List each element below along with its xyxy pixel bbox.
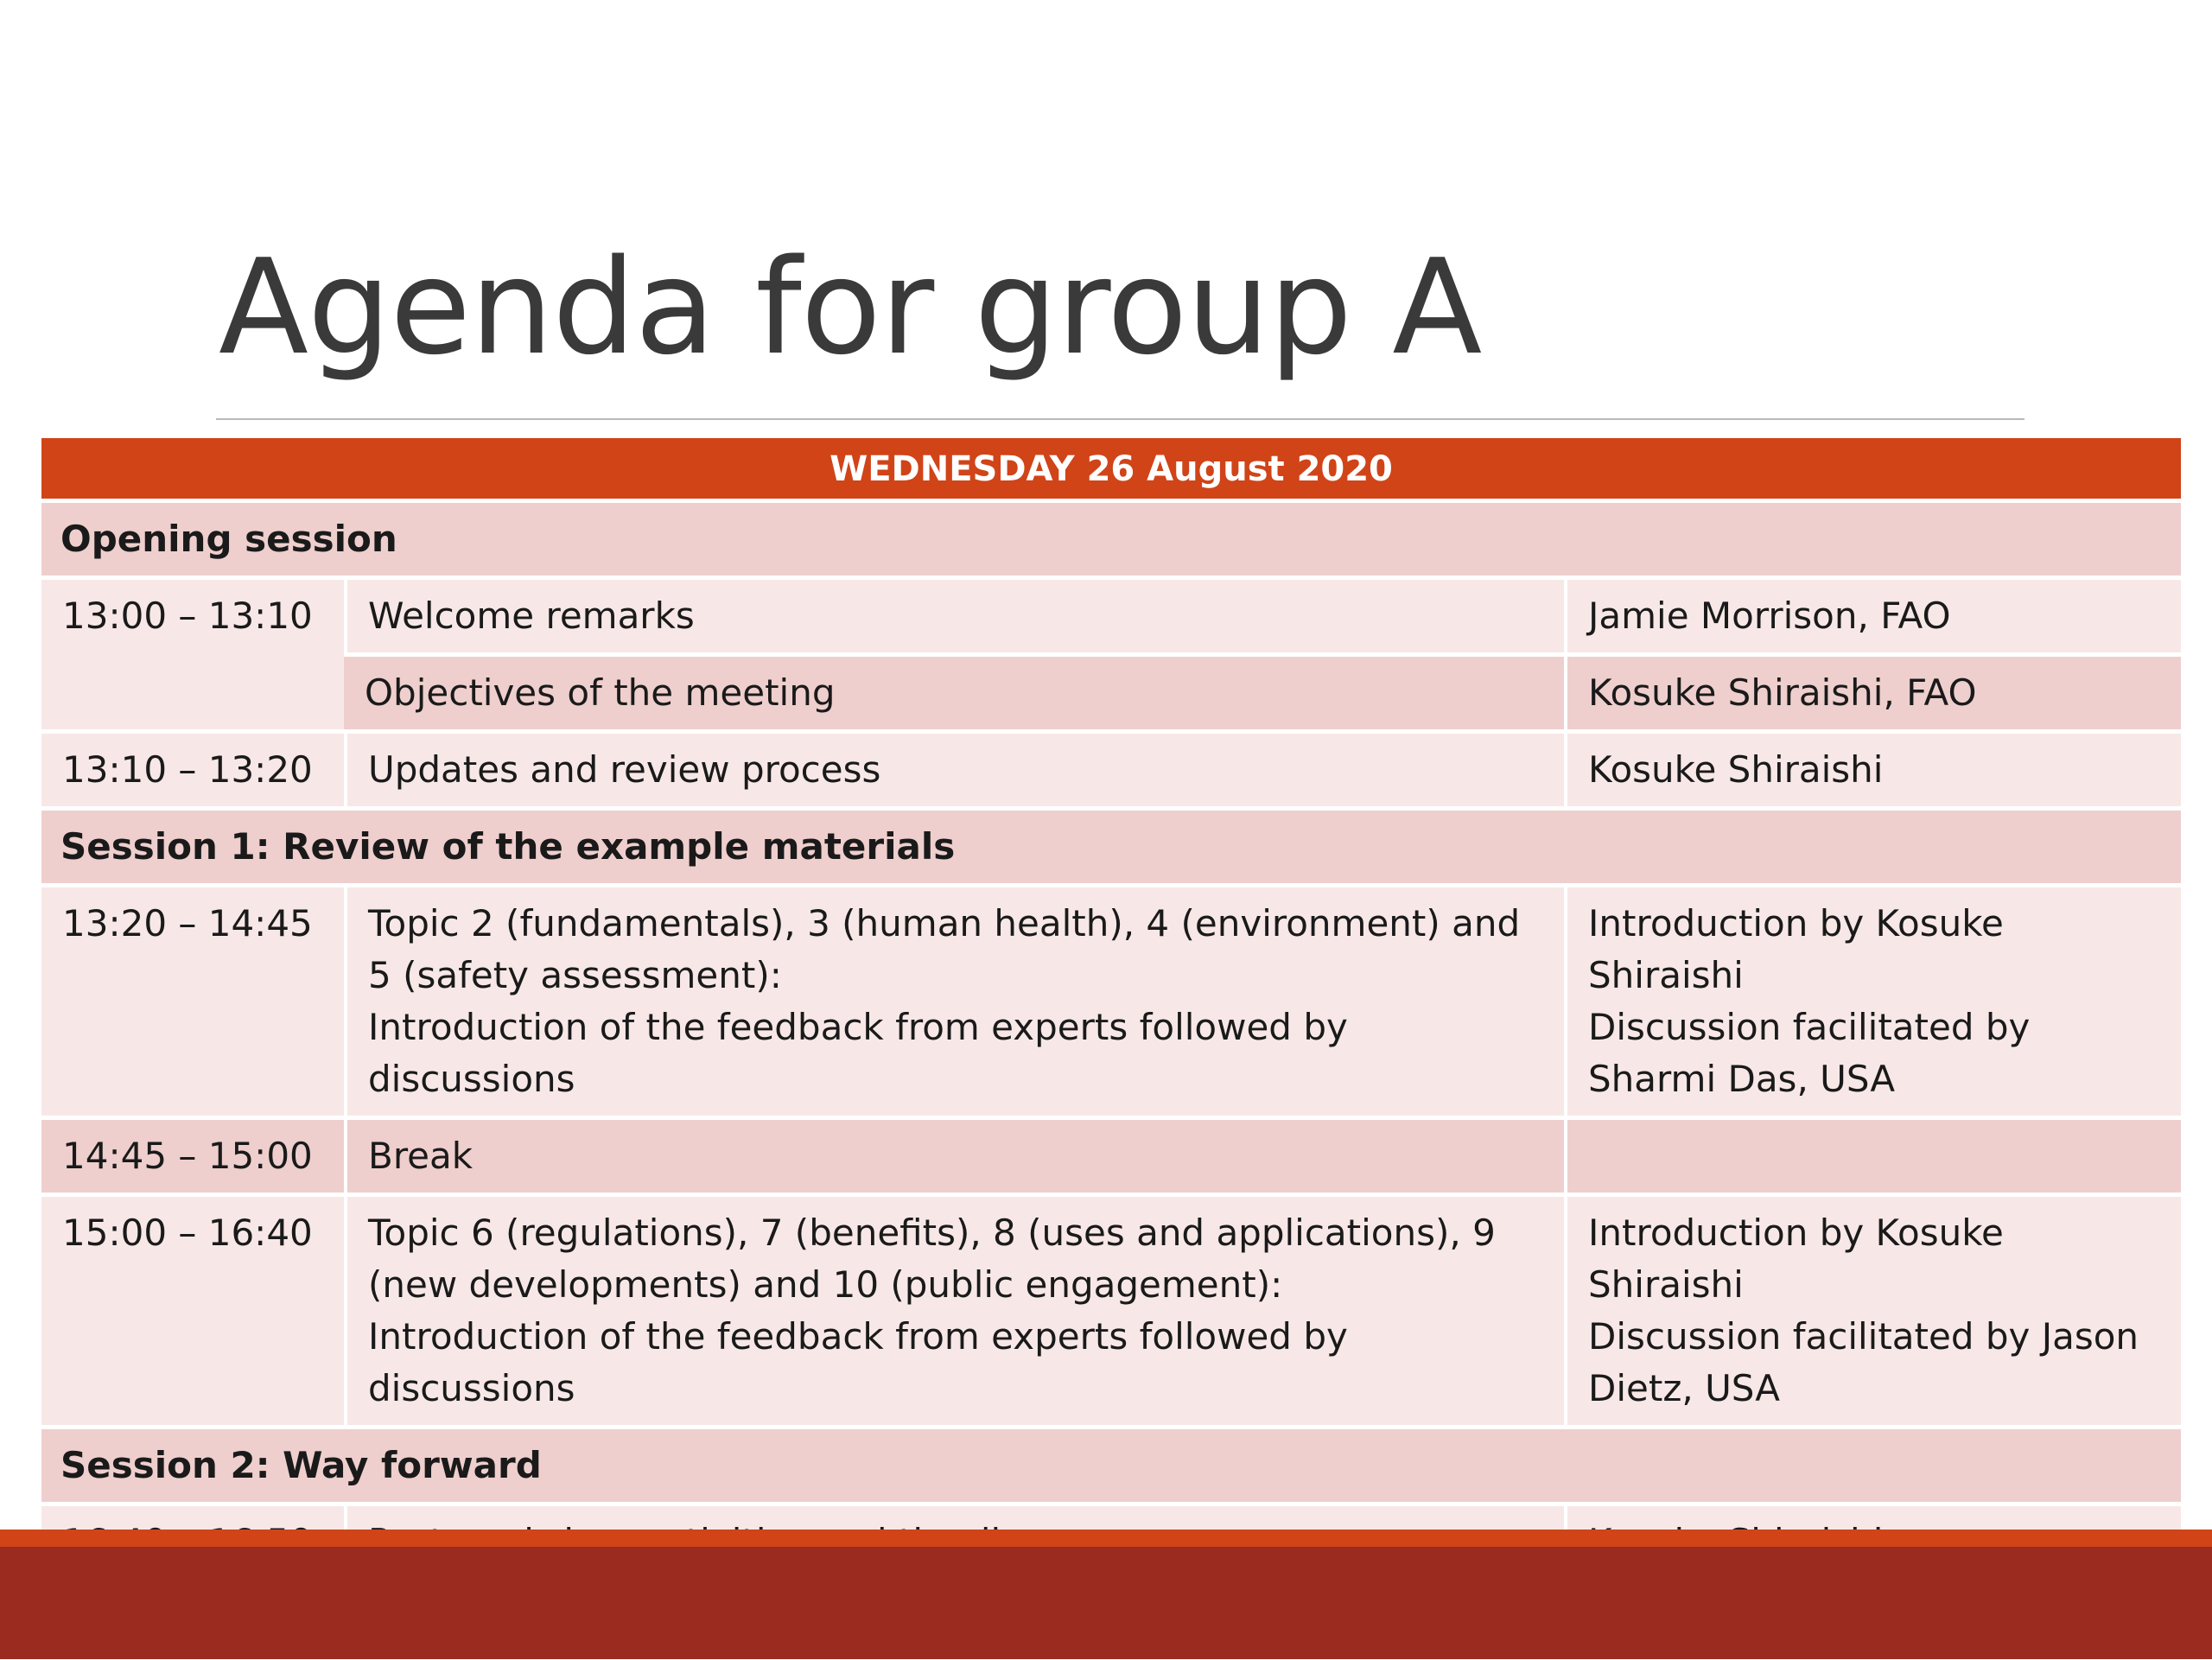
speaker-cell: Kosuke Shiraishi [1564, 734, 2181, 806]
speaker-line: Discussion facilitated by Sharmi Das, USA [1588, 1006, 2031, 1100]
time-cell: 13:00 – 13:10 [41, 580, 344, 729]
activity-cell [344, 887, 1564, 1116]
table-row [41, 1197, 2181, 1425]
activity-line: Introduction of the feedback from experts followed by discussions [368, 1006, 1348, 1100]
speaker-cell [1564, 887, 2181, 1116]
table-row [41, 580, 2181, 652]
speaker-cell [1564, 1120, 2181, 1193]
day-header: WEDNESDAY 26 August 2020 [41, 438, 2181, 499]
activity-line: Topic 6 (regulations), 7 (benefits), 8 (uses and applications), 9 (new developments) and 10 (public engagement): [368, 1212, 1496, 1306]
table-row [41, 734, 2181, 806]
activity-line: Topic 2 (fundamentals), 3 (human health), 4 (environment) and 5 (safety assessment): [368, 902, 1521, 996]
speaker-line: Introduction by Kosuke Shiraishi [1588, 1212, 2004, 1306]
footer-accent-stripe [0, 1530, 2212, 1547]
footer-band [0, 1530, 2212, 1659]
speaker-cell [1564, 1197, 2181, 1425]
time-cell: 14:45 – 15:00 [41, 1120, 344, 1193]
time-cell: 13:10 – 13:20 [41, 734, 344, 806]
section-row [41, 811, 2181, 883]
table-row [41, 657, 2181, 729]
day-header-row [41, 438, 2181, 499]
speaker-cell: Kosuke Shiraishi, FAO [1564, 657, 2181, 729]
section-row [41, 503, 2181, 576]
activity-cell [344, 1197, 1564, 1425]
section-title-session-1: Session 1: Review of the example materials [41, 811, 2181, 883]
speaker-line: Discussion facilitated by Jason Dietz, USA [1588, 1315, 2139, 1409]
section-title-session-2: Session 2: Way forward [41, 1429, 2181, 1502]
activity-cell: Welcome remarks [344, 580, 1564, 652]
section-title-opening: Opening session [41, 503, 2181, 576]
time-cell: 15:00 – 16:40 [41, 1197, 344, 1425]
slide-title: Agenda for group A [219, 231, 1482, 384]
table-row [41, 887, 2181, 1116]
activity-line: Introduction of the feedback from experts followed by discussions [368, 1315, 1348, 1409]
speaker-cell: Jamie Morrison, FAO [1564, 580, 2181, 652]
time-cell: 13:20 – 14:45 [41, 887, 344, 1116]
section-row [41, 1429, 2181, 1502]
title-divider [216, 418, 2024, 420]
agenda-table [41, 434, 2181, 1660]
activity-cell: Break [344, 1120, 1564, 1193]
table-row [41, 1120, 2181, 1193]
speaker-line: Introduction by Kosuke Shiraishi [1588, 902, 2004, 996]
activity-cell: Updates and review process [344, 734, 1564, 806]
activity-cell: Objectives of the meeting [344, 657, 1564, 729]
